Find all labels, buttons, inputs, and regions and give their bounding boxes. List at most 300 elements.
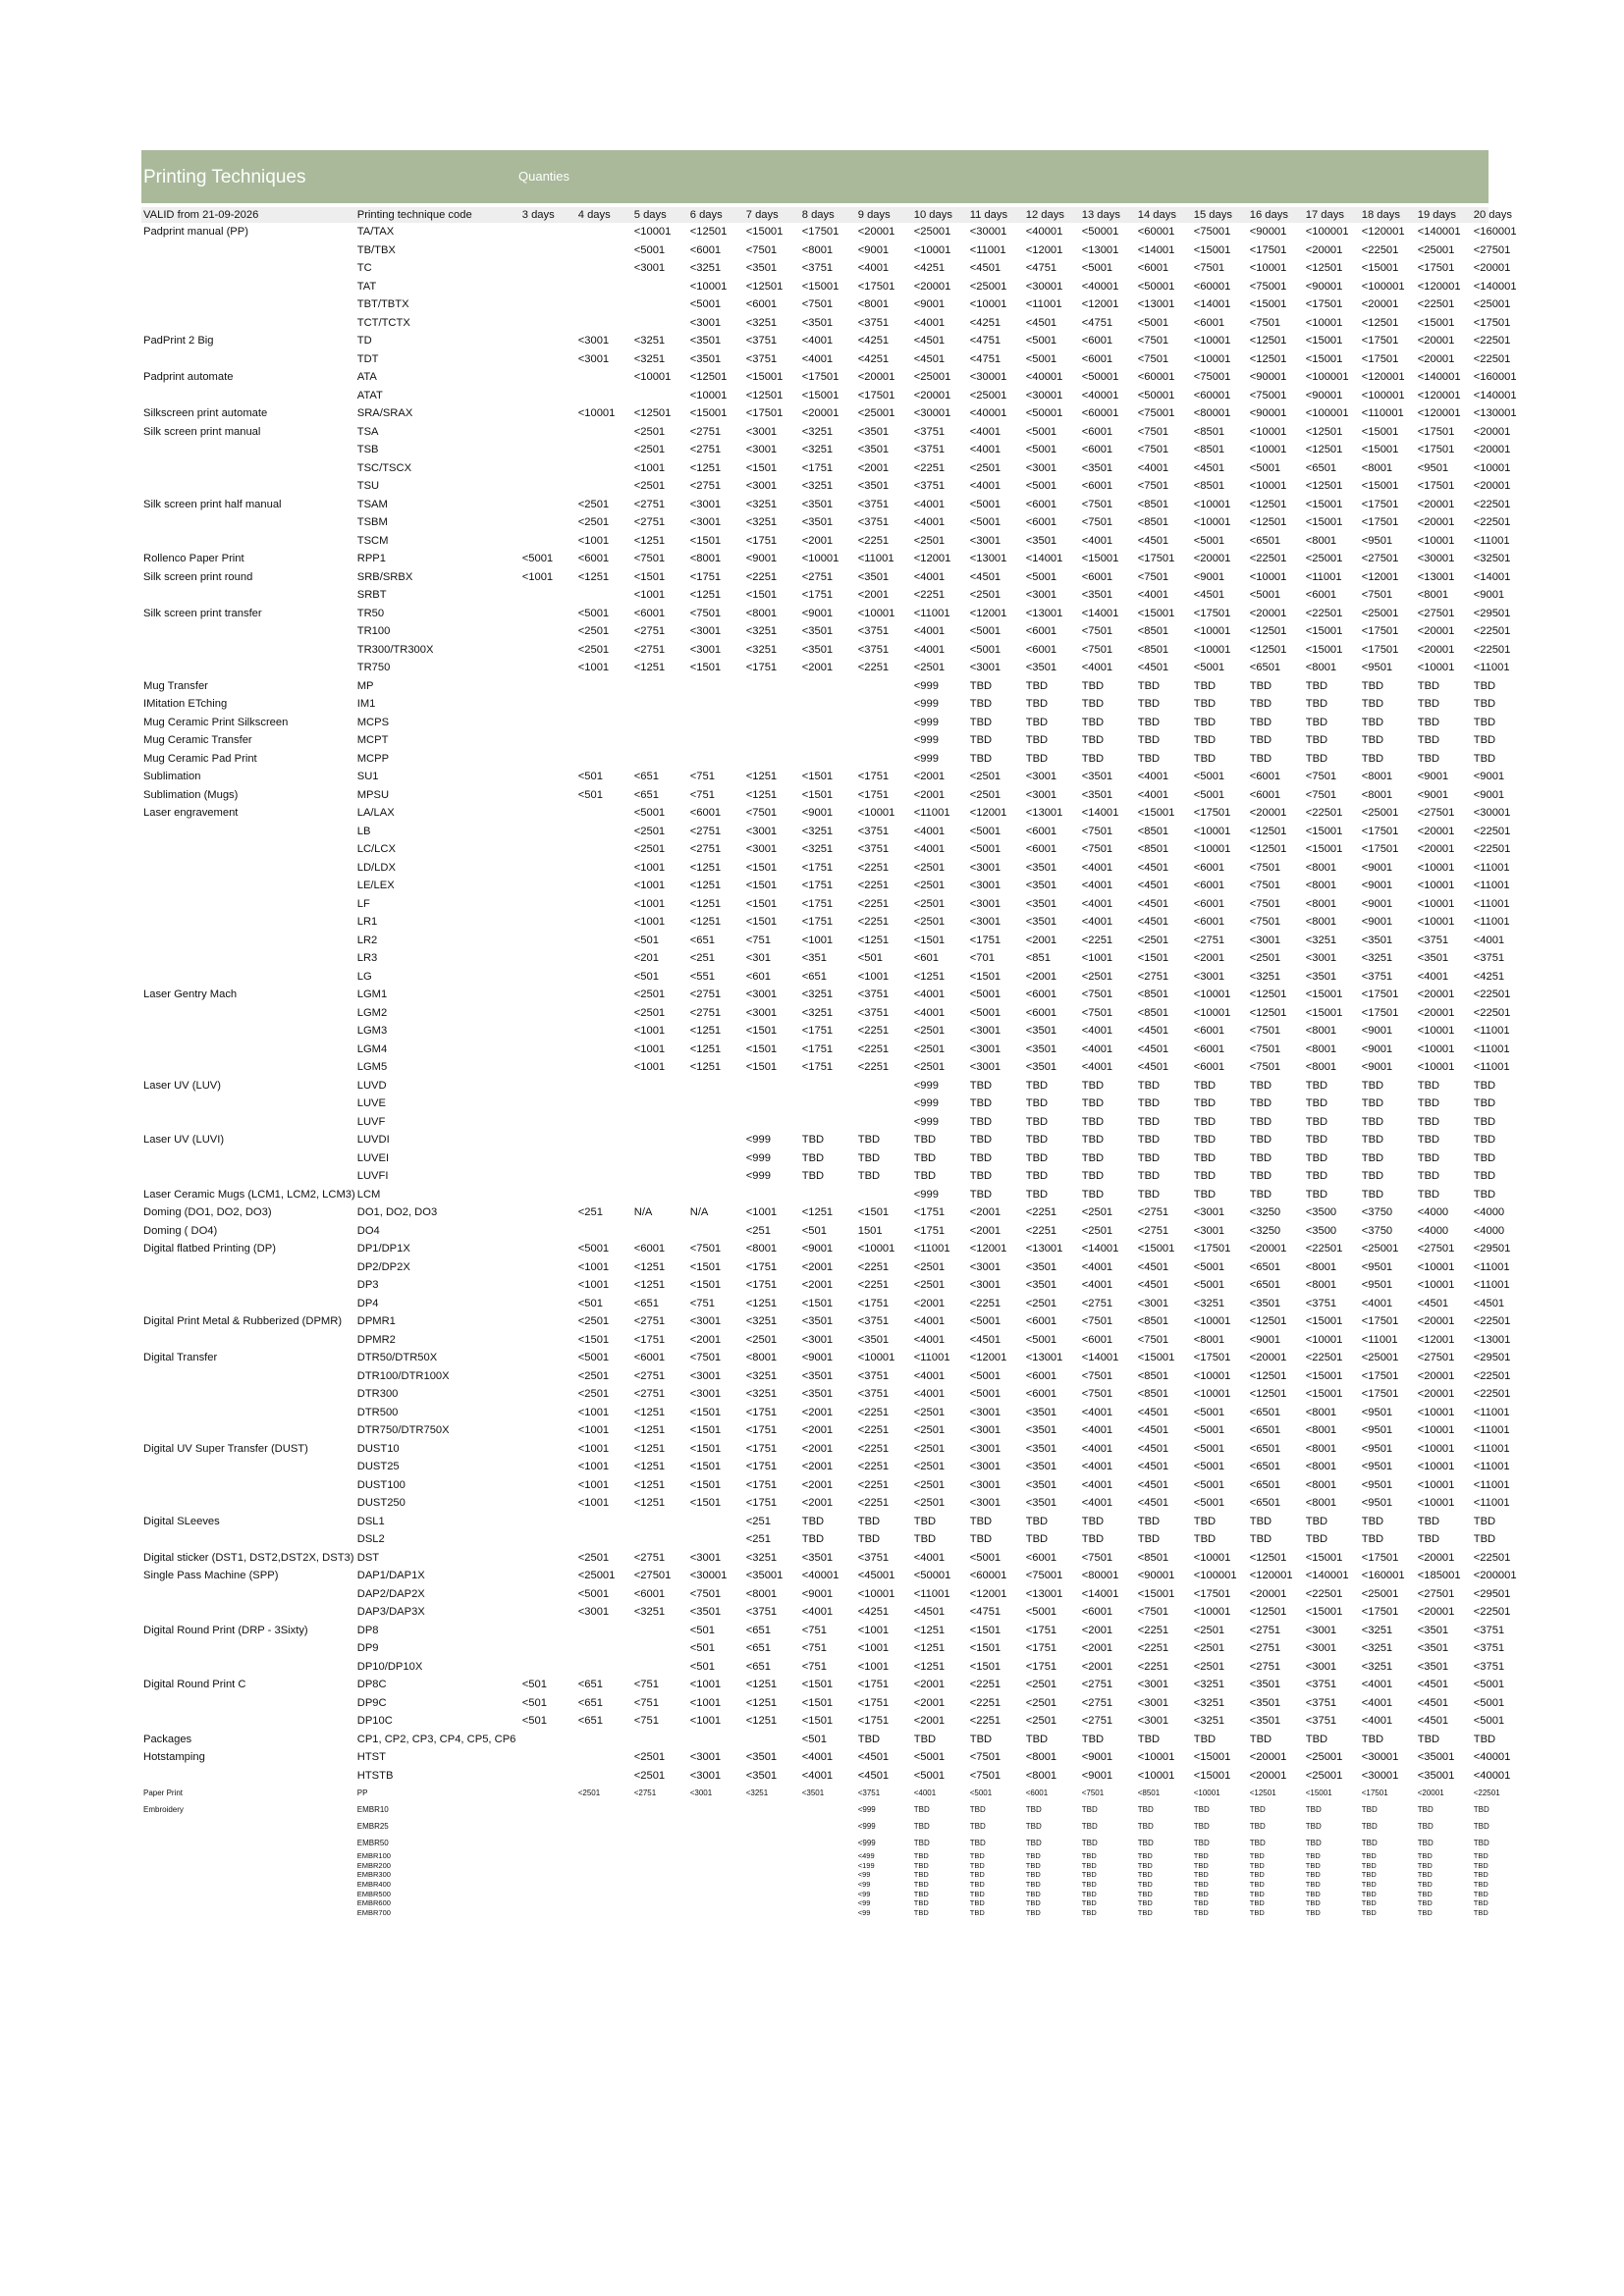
quantity-cell bbox=[800, 1818, 856, 1835]
quantity-cell: TBD bbox=[801, 1533, 825, 1546]
quantity-cell: <6001 bbox=[1025, 988, 1057, 1001]
quantity-cell: <30001 bbox=[969, 371, 1007, 384]
quantity-cell bbox=[520, 368, 576, 387]
quantity-cell: TBD bbox=[1417, 1870, 1433, 1880]
quantity-cell: <3001 bbox=[969, 534, 1001, 547]
technique-name bbox=[141, 586, 355, 605]
quantity-cell: <4501 bbox=[969, 1333, 1001, 1346]
quantity-cell: <10001 bbox=[1193, 1006, 1231, 1019]
quantity-cell bbox=[520, 1458, 576, 1476]
quantity-cell: <7501 bbox=[1081, 516, 1113, 529]
quantity-cell: <3001 bbox=[577, 1606, 610, 1619]
quantity-cell: <8001 bbox=[1305, 1478, 1337, 1491]
technique-name: Digital Round Print (DRP - 3Sixty) bbox=[143, 1624, 308, 1636]
quantity-cell: <4001 bbox=[1137, 771, 1169, 783]
quantity-cell: <2251 bbox=[857, 861, 890, 874]
quantity-cell: <17501 bbox=[1361, 1369, 1399, 1382]
quantity-cell: <6001 bbox=[689, 807, 722, 820]
quantity-cell bbox=[520, 423, 576, 442]
quantity-cell: TBD bbox=[1417, 1134, 1440, 1147]
quantity-cell: <2001 bbox=[913, 1696, 946, 1709]
quantity-cell: <8001 bbox=[857, 298, 890, 311]
quantity-cell: <251 bbox=[745, 1533, 771, 1546]
table-row bbox=[141, 1880, 1528, 1890]
quantity-cell bbox=[800, 1880, 856, 1890]
quantity-cell bbox=[576, 459, 632, 478]
table-row bbox=[141, 1908, 1528, 1918]
quantity-cell: TBD bbox=[1193, 1880, 1209, 1890]
quantity-cell: <7501 bbox=[1249, 1061, 1281, 1074]
quantity-cell: <12501 bbox=[1249, 825, 1287, 837]
technique-code: DO4 bbox=[356, 1224, 380, 1237]
quantity-cell: TBD bbox=[1249, 1170, 1272, 1183]
quantity-cell: TBD bbox=[1249, 752, 1272, 765]
quantity-cell: <75001 bbox=[1249, 389, 1287, 401]
technique-code: TR100 bbox=[356, 625, 391, 638]
quantity-cell: <4001 bbox=[1081, 916, 1113, 929]
quantity-cell bbox=[856, 750, 912, 769]
quantity-cell: <2501 bbox=[577, 516, 610, 529]
quantity-cell: <15001 bbox=[1137, 1243, 1175, 1255]
quantity-cell: <10001 bbox=[1193, 843, 1231, 856]
quantity-cell bbox=[520, 714, 576, 732]
quantity-cell: <20001 bbox=[1249, 1243, 1287, 1255]
quantity-cell: <4501 bbox=[1137, 1279, 1169, 1292]
quantity-cell bbox=[576, 695, 632, 714]
technique-code: SRBT bbox=[356, 589, 387, 602]
quantity-cell: <6001 bbox=[1193, 1061, 1225, 1074]
quantity-cell: <11001 bbox=[913, 607, 950, 619]
quantity-cell: <8001 bbox=[1305, 1497, 1337, 1510]
quantity-cell bbox=[632, 695, 688, 714]
table-row bbox=[141, 677, 1528, 696]
quantity-cell: <10001 bbox=[1417, 1424, 1455, 1437]
quantity-cell: <2251 bbox=[857, 1061, 890, 1074]
quantity-cell: <9001 bbox=[801, 1352, 834, 1364]
quantity-cell bbox=[520, 1312, 576, 1331]
quantity-cell: <1751 bbox=[801, 897, 834, 910]
quantity-cell bbox=[688, 1861, 744, 1871]
quantity-cell bbox=[520, 1004, 576, 1023]
quantity-cell: <9001 bbox=[1081, 1751, 1113, 1764]
quantity-cell: TBD bbox=[1137, 1804, 1154, 1814]
quantity-cell: <12501 bbox=[1305, 480, 1343, 493]
quantity-cell bbox=[632, 1818, 688, 1835]
table-row bbox=[141, 496, 1528, 514]
technique-name bbox=[141, 1149, 355, 1168]
quantity-cell: <651 bbox=[577, 1679, 603, 1691]
quantity-cell: TBD bbox=[1193, 1151, 1217, 1164]
quantity-cell bbox=[520, 1149, 576, 1168]
quantity-cell: <3001 bbox=[1305, 1624, 1337, 1636]
quantity-cell: <8501 bbox=[1137, 643, 1169, 656]
quantity-cell bbox=[576, 387, 632, 405]
quantity-cell: <15001 bbox=[1305, 643, 1343, 656]
quantity-cell bbox=[576, 477, 632, 496]
quantity-cell: TBD bbox=[1025, 1860, 1041, 1870]
quantity-cell: <8501 bbox=[1137, 1006, 1169, 1019]
quantity-cell: <9001 bbox=[1361, 897, 1393, 910]
quantity-cell: <2001 bbox=[801, 1461, 834, 1473]
quantity-cell: <7501 bbox=[969, 1769, 1001, 1782]
quantity-cell: <2001 bbox=[969, 1206, 1001, 1219]
quantity-cell bbox=[520, 459, 576, 478]
technique-code: TSA bbox=[356, 425, 379, 438]
technique-name bbox=[141, 840, 355, 859]
technique-name: Silk screen print manual bbox=[143, 425, 261, 438]
quantity-cell: TBD bbox=[1025, 716, 1049, 728]
quantity-cell: <751 bbox=[689, 1297, 715, 1309]
quantity-cell: <25001 bbox=[577, 1570, 616, 1582]
quantity-cell: <1501 bbox=[745, 1061, 778, 1074]
quantity-cell: <1001 bbox=[577, 534, 610, 547]
quantity-cell: <3251 bbox=[745, 1788, 769, 1797]
quantity-cell: <15001 bbox=[1137, 1587, 1175, 1600]
technique-code: DTR100/DTR100X bbox=[356, 1369, 450, 1382]
quantity-cell bbox=[632, 1113, 688, 1132]
column-header: 7 days bbox=[745, 209, 779, 221]
quantity-cell bbox=[576, 1898, 632, 1908]
quantity-cell bbox=[520, 932, 576, 950]
technique-name: Laser Ceramic Mugs (LCM1, LCM2, LCM3) bbox=[143, 1188, 355, 1201]
quantity-cell: <11001 bbox=[1473, 1042, 1510, 1055]
quantity-cell: TBD bbox=[1081, 1097, 1105, 1110]
quantity-cell: <999 bbox=[745, 1151, 771, 1164]
quantity-cell: <251 bbox=[745, 1515, 771, 1527]
quantity-cell: <30001 bbox=[689, 1570, 728, 1582]
quantity-cell: <4001 bbox=[969, 444, 1001, 456]
quantity-cell bbox=[688, 1898, 744, 1908]
quantity-cell: <1751 bbox=[1025, 1660, 1057, 1673]
quantity-cell: TBD bbox=[1473, 1079, 1496, 1092]
quantity-cell: TBD bbox=[1025, 1134, 1049, 1147]
quantity-cell: <999 bbox=[913, 1079, 939, 1092]
quantity-cell: <3501 bbox=[1305, 970, 1337, 983]
quantity-cell: TBD bbox=[1081, 1151, 1105, 1164]
quantity-cell: <4001 bbox=[913, 316, 946, 329]
quantity-cell bbox=[576, 750, 632, 769]
quantity-cell: TBD bbox=[913, 1898, 929, 1908]
quantity-cell bbox=[576, 1870, 632, 1880]
quantity-cell: <3501 bbox=[1081, 771, 1113, 783]
table-row bbox=[141, 1077, 1528, 1095]
quantity-cell: TBD bbox=[1305, 1170, 1328, 1183]
quantity-cell: <1001 bbox=[633, 861, 666, 874]
quantity-cell: <12001 bbox=[969, 607, 1007, 619]
quantity-cell: <2251 bbox=[857, 1497, 890, 1510]
quantity-cell: <5001 bbox=[913, 1751, 946, 1764]
quantity-cell: <20001 bbox=[1473, 425, 1511, 438]
quantity-cell: <15001 bbox=[745, 226, 784, 239]
quantity-cell: <2501 bbox=[745, 1333, 778, 1346]
quantity-cell: TBD bbox=[1249, 716, 1272, 728]
quantity-cell: <8001 bbox=[801, 243, 834, 256]
quantity-cell: TBD bbox=[1361, 1515, 1384, 1527]
quantity-cell: <2501 bbox=[1081, 970, 1113, 983]
quantity-cell: <1751 bbox=[745, 1497, 778, 1510]
quantity-cell: TBD bbox=[1417, 1821, 1434, 1831]
quantity-cell: <22501 bbox=[1473, 825, 1511, 837]
quantity-cell: <25001 bbox=[913, 371, 951, 384]
table-row bbox=[141, 1835, 1528, 1851]
table-row bbox=[141, 750, 1528, 769]
quantity-cell: <3501 bbox=[1249, 1679, 1281, 1691]
table-row bbox=[141, 1712, 1528, 1731]
quantity-cell: TBD bbox=[1361, 1851, 1377, 1861]
quantity-cell bbox=[688, 1889, 744, 1898]
quantity-cell: <501 bbox=[577, 1297, 603, 1309]
quantity-cell: <1001 bbox=[633, 916, 666, 929]
quantity-cell: <1001 bbox=[633, 1042, 666, 1055]
quantity-cell: TBD bbox=[1473, 752, 1496, 765]
quantity-cell bbox=[520, 1095, 576, 1113]
quantity-cell: <15001 bbox=[1305, 516, 1343, 529]
quantity-cell: <5001 bbox=[969, 1788, 993, 1797]
quantity-cell: <3001 bbox=[1305, 1660, 1337, 1673]
quantity-cell: TBD bbox=[1081, 752, 1105, 765]
quantity-cell: <3001 bbox=[1305, 952, 1337, 965]
quantity-cell: TBD bbox=[1473, 1515, 1496, 1527]
quantity-cell: <11001 bbox=[913, 1243, 950, 1255]
quantity-cell: TBD bbox=[1081, 1889, 1097, 1898]
quantity-cell: <1251 bbox=[745, 1715, 778, 1728]
quantity-cell: <10001 bbox=[1417, 1260, 1455, 1273]
quantity-cell: <6001 bbox=[577, 553, 610, 565]
quantity-cell: TBD bbox=[1305, 1733, 1328, 1745]
quantity-cell: <2001 bbox=[1025, 970, 1057, 983]
quantity-cell: TBD bbox=[1249, 1151, 1272, 1164]
quantity-cell: <3501 bbox=[1081, 461, 1113, 474]
quantity-cell: <6001 bbox=[1025, 843, 1057, 856]
quantity-cell: <6001 bbox=[1193, 880, 1225, 892]
technique-name bbox=[141, 278, 355, 296]
quantity-cell: TBD bbox=[1417, 716, 1440, 728]
quantity-cell bbox=[576, 1095, 632, 1113]
quantity-cell: <20001 bbox=[1473, 480, 1511, 493]
quantity-cell: <27501 bbox=[1417, 1352, 1455, 1364]
quantity-cell: <3501 bbox=[1025, 880, 1057, 892]
quantity-cell: <5001 bbox=[913, 1769, 946, 1782]
quantity-cell: <5001 bbox=[969, 1369, 1001, 1382]
quantity-cell: TBD bbox=[1081, 1870, 1097, 1880]
technique-code: HTST bbox=[356, 1751, 386, 1764]
quantity-cell: <3001 bbox=[1025, 788, 1057, 801]
quantity-cell: <22501 bbox=[1473, 843, 1511, 856]
quantity-cell bbox=[576, 968, 632, 987]
table-row bbox=[141, 1186, 1528, 1204]
quantity-cell bbox=[576, 1167, 632, 1186]
quantity-cell: TBD bbox=[1305, 1804, 1322, 1814]
quantity-cell: <6001 bbox=[1081, 480, 1113, 493]
quantity-cell: <2751 bbox=[689, 480, 722, 493]
quantity-cell: <11001 bbox=[1473, 1406, 1510, 1418]
quantity-cell bbox=[744, 695, 800, 714]
quantity-cell: <40001 bbox=[1473, 1769, 1511, 1782]
quantity-cell: <15001 bbox=[1305, 1006, 1343, 1019]
quantity-cell: <4001 bbox=[857, 262, 890, 275]
quantity-cell: <15001 bbox=[1137, 1352, 1175, 1364]
technique-name: Digital SLeeves bbox=[143, 1515, 220, 1527]
quantity-cell: <651 bbox=[633, 788, 659, 801]
quantity-cell: TBD bbox=[1081, 1079, 1105, 1092]
quantity-cell: <2501 bbox=[577, 1315, 610, 1328]
quantity-cell: <40001 bbox=[1025, 371, 1063, 384]
quantity-cell: <6001 bbox=[1025, 1551, 1057, 1564]
quantity-cell: <1251 bbox=[745, 1696, 778, 1709]
quantity-cell: <4001 bbox=[913, 843, 946, 856]
technique-code: MCPP bbox=[356, 752, 390, 765]
quantity-cell: <3251 bbox=[1361, 1624, 1393, 1636]
quantity-cell: <1751 bbox=[801, 1061, 834, 1074]
quantity-cell: <3751 bbox=[857, 643, 890, 656]
column-header: 17 days bbox=[1305, 209, 1344, 221]
quantity-cell: TBD bbox=[1361, 734, 1384, 747]
quantity-cell: TBD bbox=[1137, 1733, 1161, 1745]
quantity-cell: <22501 bbox=[1305, 607, 1343, 619]
quantity-cell bbox=[688, 1908, 744, 1918]
table-row bbox=[141, 568, 1528, 587]
quantity-cell: <1501 bbox=[801, 1297, 834, 1309]
column-header: 6 days bbox=[689, 209, 723, 221]
quantity-cell: <6501 bbox=[1249, 1424, 1281, 1437]
quantity-cell: <25001 bbox=[1361, 1587, 1399, 1600]
quantity-cell: <11001 bbox=[857, 553, 894, 565]
quantity-cell: TBD bbox=[1081, 1907, 1097, 1917]
quantity-cell: <3501 bbox=[1081, 788, 1113, 801]
quantity-cell bbox=[520, 1385, 576, 1404]
quantity-cell: TBD bbox=[1193, 716, 1217, 728]
quantity-cell: <3251 bbox=[689, 262, 722, 275]
quantity-cell: <501 bbox=[577, 788, 603, 801]
quantity-cell: TBD bbox=[1137, 1533, 1161, 1546]
quantity-cell: <3751 bbox=[1473, 1624, 1505, 1636]
quantity-cell bbox=[520, 1818, 576, 1835]
quantity-cell: <25001 bbox=[1361, 807, 1399, 820]
quantity-cell: <20001 bbox=[1473, 444, 1511, 456]
quantity-cell: TBD bbox=[1137, 1838, 1154, 1847]
quantity-cell: <10001 bbox=[913, 243, 951, 256]
technique-name bbox=[141, 1476, 355, 1495]
table-row bbox=[141, 1549, 1528, 1568]
quantity-cell bbox=[688, 1870, 744, 1880]
quantity-cell: <1501 bbox=[633, 570, 666, 583]
quantity-cell: <1501 bbox=[689, 1461, 722, 1473]
quantity-cell: TBD bbox=[1025, 1870, 1041, 1880]
quantity-cell: <8501 bbox=[1137, 988, 1169, 1001]
quantity-cell: <20001 bbox=[1417, 1388, 1455, 1401]
quantity-cell: <2501 bbox=[633, 444, 666, 456]
quantity-cell: <9501 bbox=[1361, 662, 1393, 674]
quantity-cell bbox=[576, 1058, 632, 1077]
table-row bbox=[141, 1131, 1528, 1149]
quantity-cell bbox=[576, 1004, 632, 1023]
technique-code: DP10C bbox=[356, 1715, 393, 1728]
quantity-cell: <4001 bbox=[913, 516, 946, 529]
quantity-cell bbox=[632, 1095, 688, 1113]
quantity-cell bbox=[520, 768, 576, 786]
quantity-cell: <2751 bbox=[633, 516, 666, 529]
table-row bbox=[141, 804, 1528, 823]
quantity-cell: <40001 bbox=[1081, 389, 1119, 401]
quantity-cell: <10001 bbox=[1417, 880, 1455, 892]
quantity-cell: <15001 bbox=[1193, 243, 1231, 256]
quantity-cell: <6001 bbox=[1081, 1333, 1113, 1346]
quantity-cell: <201 bbox=[633, 952, 659, 965]
quantity-cell: <4501 bbox=[1417, 1297, 1449, 1309]
quantity-cell: <3001 bbox=[969, 1042, 1001, 1055]
quantity-cell: <1751 bbox=[857, 1297, 890, 1309]
quantity-cell: <2751 bbox=[689, 825, 722, 837]
quantity-cell: <3751 bbox=[857, 1551, 890, 1564]
quantity-cell: <110001 bbox=[1361, 407, 1404, 420]
quantity-cell: <2251 bbox=[1081, 934, 1113, 946]
table-row bbox=[141, 223, 1528, 241]
quantity-cell: TBD bbox=[1081, 1851, 1097, 1861]
quantity-cell: <7501 bbox=[1137, 480, 1169, 493]
quantity-cell: <10001 bbox=[1417, 534, 1455, 547]
quantity-cell: <8001 bbox=[1305, 861, 1337, 874]
quantity-cell: <5001 bbox=[689, 298, 722, 311]
quantity-cell: <15001 bbox=[1305, 1369, 1343, 1382]
quantity-cell bbox=[520, 532, 576, 551]
technique-code: DPMR2 bbox=[356, 1333, 396, 1346]
quantity-cell: <5001 bbox=[1025, 444, 1057, 456]
table-row bbox=[141, 714, 1528, 732]
technique-code: DP9C bbox=[356, 1696, 387, 1709]
quantity-cell: <1001 bbox=[857, 1624, 890, 1636]
table-row bbox=[141, 1889, 1528, 1898]
quantity-cell: TBD bbox=[1473, 1880, 1489, 1890]
quantity-cell bbox=[800, 1801, 856, 1818]
quantity-cell: <751 bbox=[689, 771, 715, 783]
quantity-cell bbox=[520, 1404, 576, 1422]
quantity-cell: <99 bbox=[857, 1870, 871, 1880]
quantity-cell: N/A bbox=[633, 1206, 653, 1219]
quantity-cell: <10001 bbox=[1249, 444, 1287, 456]
quantity-cell: <50001 bbox=[913, 1570, 951, 1582]
quantity-cell: <2251 bbox=[969, 1696, 1001, 1709]
quantity-cell: <2001 bbox=[913, 771, 946, 783]
quantity-cell: <2501 bbox=[913, 1279, 946, 1292]
quantity-cell bbox=[520, 223, 576, 241]
table-row bbox=[141, 731, 1528, 750]
quantity-cell bbox=[520, 731, 576, 750]
quantity-cell: <8001 bbox=[1305, 1260, 1337, 1273]
quantity-cell: <3251 bbox=[801, 988, 834, 1001]
quantity-cell: <1751 bbox=[801, 916, 834, 929]
technique-code: DUST100 bbox=[356, 1478, 406, 1491]
quantity-cell: <4501 bbox=[1137, 1442, 1169, 1455]
quantity-cell bbox=[632, 1898, 688, 1908]
quantity-cell: <4001 bbox=[913, 643, 946, 656]
quantity-cell: <4001 bbox=[801, 335, 834, 347]
quantity-cell bbox=[520, 1549, 576, 1568]
quantity-cell bbox=[800, 1861, 856, 1871]
quantity-cell: <2501 bbox=[1137, 934, 1169, 946]
quantity-cell: TBD bbox=[1137, 1821, 1154, 1831]
quantity-cell: <12501 bbox=[1249, 352, 1287, 365]
quantity-cell bbox=[632, 1131, 688, 1149]
quantity-cell bbox=[688, 750, 744, 769]
quantity-cell bbox=[520, 1898, 576, 1908]
table-row bbox=[141, 404, 1528, 423]
quantity-cell: TBD bbox=[1305, 1097, 1328, 1110]
quantity-cell: <1001 bbox=[577, 1279, 610, 1292]
technique-name: Sublimation (Mugs) bbox=[143, 788, 239, 801]
quantity-cell: TBD bbox=[969, 1870, 985, 1880]
table-row bbox=[141, 1113, 1528, 1132]
quantity-cell: <3251 bbox=[745, 498, 778, 510]
